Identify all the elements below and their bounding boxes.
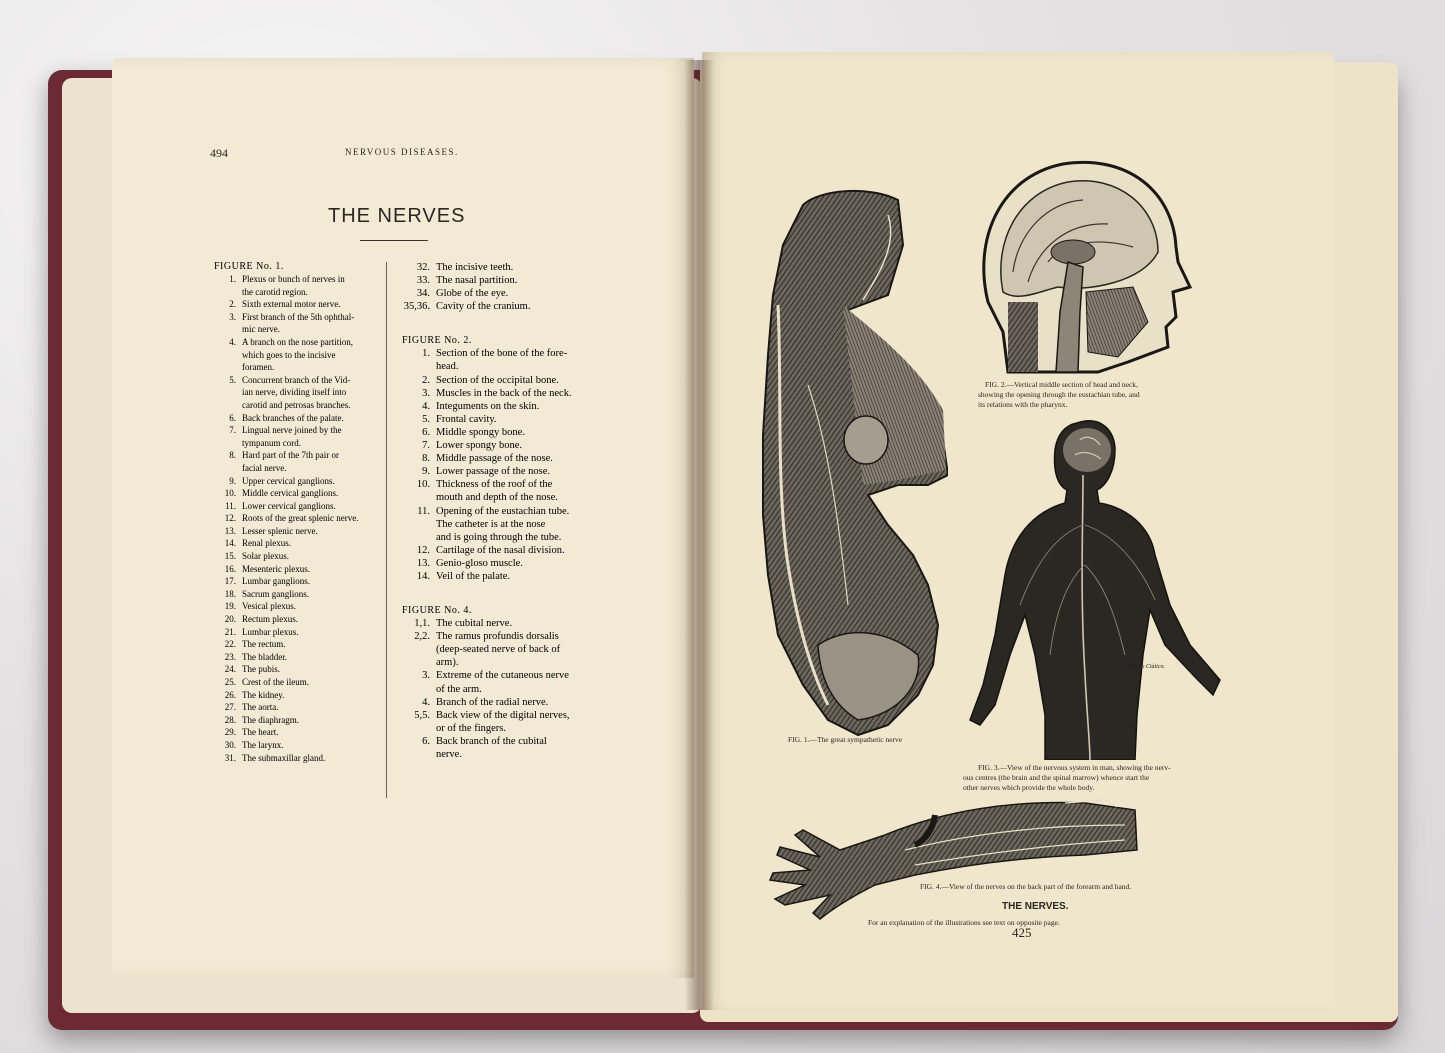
- legend-item-text: Vesical plexus.: [242, 601, 296, 612]
- legend-item-number: 2.: [229, 299, 236, 310]
- legend-item-text: Lumbar plexus.: [242, 626, 299, 637]
- legend-item: [214, 752, 384, 765]
- legend-item: [214, 449, 384, 474]
- legend-item-text: Back branches of the palate.: [242, 412, 344, 423]
- figure-2-heading: FIGURE No. 2.: [402, 335, 472, 347]
- legend-item-text: Crest of the ileum.: [242, 677, 309, 687]
- legend-item-number: 11.: [417, 505, 430, 517]
- figure-1-items-continued: [402, 261, 607, 313]
- legend-item-number: 5,5.: [414, 709, 430, 721]
- legend-item: [402, 387, 607, 400]
- legend-item-number: 15.: [224, 551, 236, 562]
- legend-item-number: 19.: [224, 601, 236, 612]
- figure-3-caption-line-1: FIG. 3.—View of the nervous system in man, showing the nerv-: [978, 763, 1171, 772]
- legend-item-number: 24.: [224, 664, 236, 675]
- figure-1-heading: FIGURE No. 1.: [214, 261, 284, 272]
- sciatic-nerve-label: Nervio Ciático.: [1128, 664, 1165, 670]
- legend-item-text: Integuments on the skin.: [436, 400, 540, 412]
- figure-1-caption: FIG. 1.—The great sympathetic nerve: [788, 735, 903, 744]
- legend-item-number: 3.: [229, 311, 236, 322]
- footer-subtitle: For an explanation of the illustrations see text on opposite page.: [868, 918, 1060, 927]
- legend-item-text: Concurrent branch of the Vid- ian nerve, dividing itself into carotid and petrosas branches.: [242, 374, 351, 410]
- legend-item-number: 21.: [224, 626, 236, 637]
- legend-item-text: Sixth external motor nerve.: [242, 299, 341, 310]
- legend-item-text: The bladder.: [242, 651, 287, 662]
- legend-item: [214, 626, 384, 639]
- legend-item: [402, 287, 607, 300]
- legend-item-number: 9.: [422, 466, 430, 478]
- legend-item-number: 7.: [422, 440, 430, 452]
- legend-item-number: 22.: [224, 639, 236, 650]
- legend-item: [214, 676, 384, 689]
- legend-item-text: The rectum.: [242, 639, 286, 650]
- legend-item-text: Lower passage of the nose.: [436, 466, 551, 478]
- figure-4-items: [402, 617, 607, 761]
- legend-item-text: Middle passage of the nose.: [436, 453, 553, 465]
- legend-item: [402, 544, 607, 557]
- legend-item-number: 6.: [422, 426, 430, 438]
- legend-item-number: 6.: [422, 735, 430, 747]
- legend-item: [402, 735, 607, 761]
- legend-item: [402, 570, 607, 583]
- legend-item-number: 27.: [224, 702, 236, 713]
- legend-item-text: The pubis.: [242, 664, 280, 675]
- book-gutter: [684, 60, 714, 1010]
- figure-2-caption-line-3: its relations with the pharynx.: [978, 400, 1068, 409]
- legend-item: [214, 714, 384, 727]
- legend-item: [214, 726, 384, 739]
- legend-item: [214, 575, 384, 588]
- legend-item: [214, 613, 384, 626]
- head-section-illustration: [968, 152, 1193, 377]
- legend-item-number: 10.: [416, 479, 430, 491]
- legend-item: [214, 689, 384, 702]
- legend-item-text: The kidney.: [242, 689, 285, 700]
- legend-item-number: 17.: [224, 576, 236, 587]
- legend-item-text: Branch of the radial nerve.: [436, 696, 549, 708]
- legend-item-text: Frontal cavity.: [436, 413, 497, 425]
- legend-item-text: Section of the occipital bone.: [436, 374, 559, 386]
- legend-item: [402, 505, 607, 544]
- legend-item: [214, 475, 384, 488]
- legend-item-number: 13.: [416, 557, 430, 569]
- legend-item: [402, 400, 607, 413]
- legend-item-text: First branch of the 5th ophthal- mic nerve.: [242, 311, 355, 335]
- legend-item-text: Opening of the eustachian tube. The catheter is at the nose and is going through the tube.: [436, 505, 570, 543]
- legend-item-number: 1,1.: [414, 618, 430, 630]
- legend-item-text: A branch on the nose partition, which goes to the incisive foramen.: [242, 336, 353, 373]
- legend-item: [214, 739, 384, 752]
- figure-1-items: [214, 273, 384, 764]
- legend-item-number: 26.: [224, 689, 236, 700]
- legend-item: [402, 452, 607, 465]
- legend-column-2: [402, 261, 607, 761]
- legend-item: [214, 500, 384, 513]
- legend-item-number: 30.: [224, 739, 236, 750]
- legend-item-number: 8.: [229, 450, 236, 461]
- legend-item: [214, 487, 384, 500]
- left-page-number: 494: [210, 146, 228, 160]
- legend-item: [214, 563, 384, 576]
- legend-item: [402, 261, 607, 274]
- sympathetic-nerve-illustration: [748, 185, 948, 740]
- legend-item-text: Back view of the digital nerves, or of the fingers.: [436, 709, 570, 734]
- legend-item-text: The diaphragm.: [242, 714, 299, 725]
- figure-1-legend: [214, 261, 384, 764]
- title-rule: [360, 240, 428, 241]
- legend-item-text: Cavity of the cranium.: [436, 301, 531, 313]
- legend-item: [214, 336, 384, 374]
- legend-item-number: 5.: [422, 413, 430, 425]
- legend-item: [214, 273, 384, 298]
- legend-item-text: Globe of the eye.: [436, 288, 509, 300]
- legend-item-text: The heart.: [242, 727, 279, 738]
- legend-item: [402, 347, 607, 373]
- legend-item-number: 33.: [416, 275, 430, 287]
- legend-item-number: 25.: [224, 677, 236, 687]
- legend-item-number: 6.: [229, 412, 236, 423]
- legend-item-number: 2.: [422, 374, 430, 386]
- legend-item-number: 10.: [224, 488, 236, 499]
- legend-item-text: The nasal partition.: [436, 275, 518, 287]
- legend-item-text: Solar plexus.: [242, 551, 289, 562]
- legend-item: [214, 424, 384, 449]
- legend-item-text: Lingual nerve joined by the tympanum cord.: [242, 425, 342, 448]
- legend-item-number: 4.: [422, 400, 430, 412]
- forearm-nerves-illustration: [765, 795, 1145, 925]
- legend-item-text: The cubital nerve.: [436, 618, 513, 630]
- figure-3-caption-line-2: ous centres (the brain and the spinal marrow) whence start the: [963, 773, 1150, 782]
- legend-item-number: 11.: [225, 500, 236, 511]
- legend-item: [214, 550, 384, 563]
- legend-item-number: 7.: [229, 425, 236, 436]
- legend-item-number: 12.: [416, 544, 430, 556]
- legend-item-text: Roots of the great splenic nerve.: [242, 513, 359, 524]
- legend-item-text: Middle cervical ganglions.: [242, 488, 339, 499]
- figure-2-caption-line-1: FIG. 2.—Vertical middle section of head and neck,: [985, 380, 1138, 389]
- legend-item-number: 31.: [224, 752, 236, 763]
- legend-item-text: Upper cervical ganglions.: [242, 475, 335, 486]
- legend-item: [214, 512, 384, 525]
- legend-item: [402, 274, 607, 287]
- legend-item: [402, 300, 607, 313]
- legend-item: [214, 412, 384, 425]
- figure-2-items: [402, 347, 607, 583]
- legend-item: [402, 669, 607, 695]
- legend-item-number: 5.: [229, 374, 236, 385]
- legend-item-text: Back branch of the cubital nerve.: [436, 735, 547, 760]
- legend-item-text: Middle spongy bone.: [436, 426, 525, 438]
- figure-2-caption-line-2: showing the opening through the eustachian tube, and: [978, 390, 1140, 399]
- legend-item: [214, 537, 384, 550]
- legend-item: [214, 663, 384, 676]
- legend-item-text: Genio-gloso muscle.: [436, 557, 523, 569]
- legend-item-text: Cartilage of the nasal division.: [436, 544, 565, 556]
- legend-item: [402, 696, 607, 709]
- legend-item-number: 3.: [422, 670, 430, 682]
- legend-item-text: Mesenteric plexus.: [242, 563, 310, 574]
- legend-item-number: 20.: [224, 614, 236, 625]
- legend-item: [214, 600, 384, 613]
- legend-item: [402, 439, 607, 452]
- legend-item-number: 13.: [224, 525, 236, 536]
- legend-item: [214, 298, 384, 311]
- legend-item-text: Muscles in the back of the neck.: [436, 387, 572, 399]
- legend-item-number: 35,36.: [403, 301, 430, 313]
- legend-item-text: The aorta.: [242, 702, 279, 713]
- legend-item-number: 14.: [416, 570, 430, 582]
- figure-4-caption: FIG. 4.—View of the nerves on the back part of the forearm and hand.: [920, 882, 1132, 891]
- nervous-system-figure: [965, 415, 1225, 760]
- legend-item: [214, 311, 384, 336]
- legend-item-text: The ramus profundis dorsalis (deep-seated nerve of back of arm).: [436, 631, 561, 669]
- legend-item: [402, 478, 607, 504]
- legend-item-number: 3.: [422, 387, 430, 399]
- legend-item: [214, 651, 384, 664]
- legend-item: [214, 701, 384, 714]
- legend-item-text: Lower cervical ganglions.: [242, 500, 336, 511]
- legend-item: [214, 638, 384, 651]
- legend-item-number: 2,2.: [414, 631, 430, 643]
- figure-3-caption-line-3: other nerves which provide the whole body.: [963, 783, 1095, 792]
- legend-item-number: 18.: [224, 588, 236, 599]
- legend-item-text: Section of the bone of the fore- head.: [436, 348, 568, 373]
- legend-item: [214, 588, 384, 601]
- legend-item: [402, 465, 607, 478]
- legend-item-text: Extreme of the cutaneous nerve of the arm.: [436, 670, 569, 695]
- column-divider: [386, 262, 387, 798]
- legend-item-number: 14.: [224, 538, 236, 549]
- legend-item: [402, 617, 607, 630]
- legend-item: [402, 630, 607, 669]
- footer-title: THE NERVES.: [1002, 901, 1069, 912]
- legend-item-number: 1.: [422, 348, 430, 360]
- legend-item-text: Rectum plexus.: [242, 614, 298, 625]
- legend-item-text: Thickness of the roof of the mouth and depth of the nose.: [436, 479, 558, 504]
- legend-item-number: 29.: [224, 727, 236, 738]
- right-page-number: 425: [1012, 925, 1032, 940]
- legend-item-text: Sacrum ganglions.: [242, 588, 309, 599]
- legend-item-number: 23.: [224, 651, 236, 662]
- legend-item: [402, 374, 607, 387]
- legend-item-number: 1.: [229, 274, 236, 284]
- legend-item-text: Hard part of the 7th pair or facial nerve.: [242, 450, 339, 473]
- legend-item: [402, 557, 607, 570]
- legend-item: [402, 426, 607, 439]
- legend-item-number: 8.: [422, 453, 430, 465]
- legend-item-text: The larynx.: [242, 739, 284, 750]
- legend-item: [214, 374, 384, 412]
- legend-item-number: 9.: [229, 475, 236, 486]
- figure-4-heading: FIGURE No. 4.: [402, 605, 472, 617]
- legend-item-number: 12.: [224, 513, 236, 524]
- legend-item-text: Lower spongy bone.: [436, 440, 523, 452]
- legend-item-text: The incisive teeth.: [436, 262, 514, 273]
- legend-item-number: 16.: [224, 563, 236, 574]
- legend-item-number: 34.: [416, 288, 430, 300]
- legend-item: [402, 709, 607, 735]
- legend-item: [214, 525, 384, 538]
- legend-item-number: 4.: [422, 696, 430, 708]
- legend-item-text: Renal plexus.: [242, 538, 291, 549]
- legend-item-text: Lumbar ganglions.: [242, 576, 310, 587]
- running-head: NERVOUS DISEASES.: [345, 147, 459, 157]
- legend-item-text: Lesser splenic nerve.: [242, 525, 318, 536]
- legend-item-number: 4.: [229, 336, 236, 347]
- legend-item-text: Plexus or bunch of nerves in the carotid region.: [242, 274, 345, 297]
- page-title: THE NERVES: [328, 205, 466, 227]
- legend-item-text: The submaxillar gland.: [242, 752, 326, 763]
- legend-item-number: 28.: [224, 714, 236, 725]
- legend-item: [402, 413, 607, 426]
- legend-item-number: 32.: [416, 262, 430, 273]
- legend-item-text: Veil of the palate.: [436, 570, 511, 582]
